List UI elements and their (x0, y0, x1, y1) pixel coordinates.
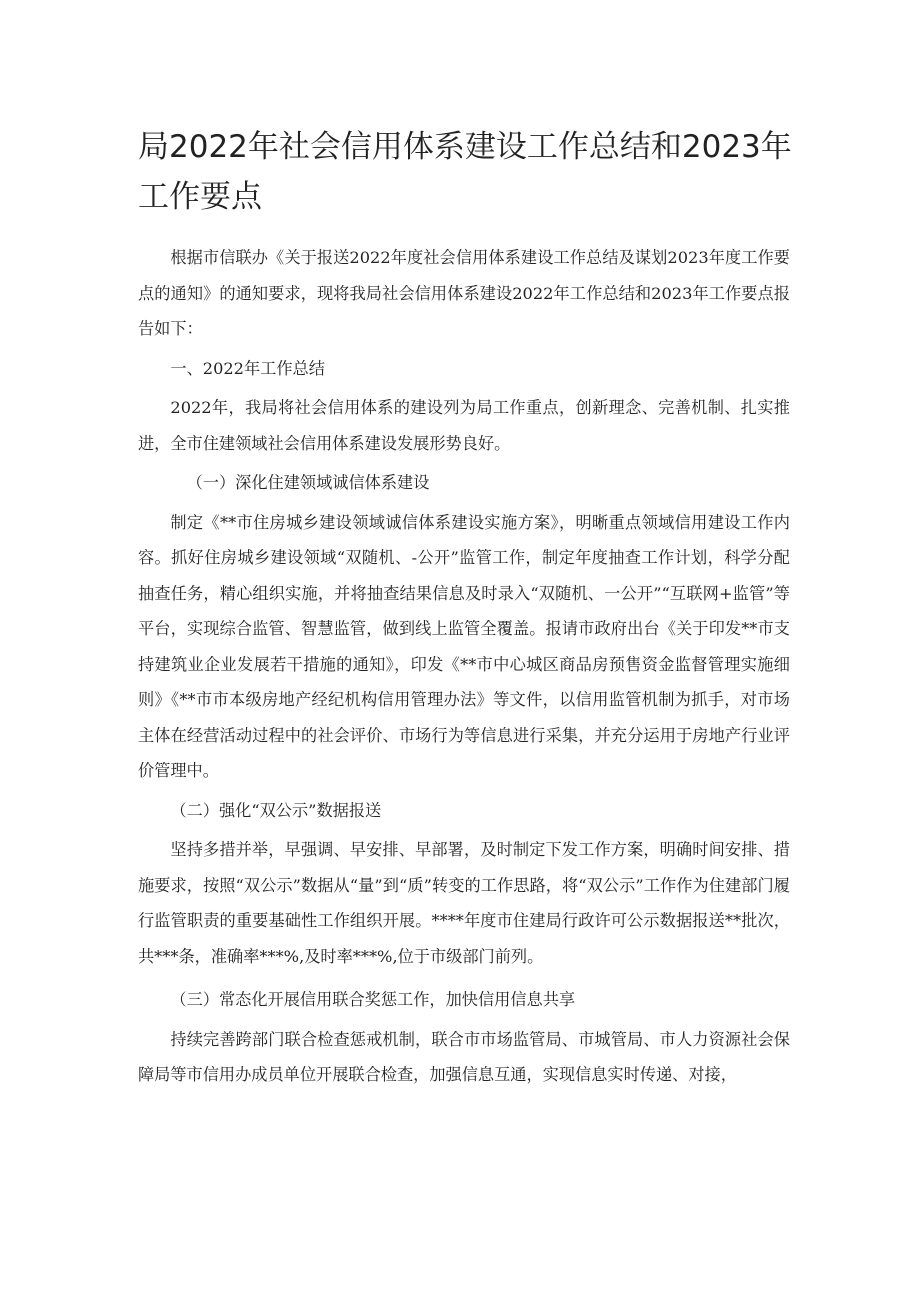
section-heading-1: 一、2022年工作总结 (170, 358, 325, 378)
subsection-heading-1: （一）深化住建领域诚信体系建设 (186, 473, 430, 492)
document-body (138, 240, 790, 1093)
document-title: 局2022年社会信用体系建设工作总结和2023年工作要点 (138, 129, 792, 215)
subsection-2-paragraph: 坚持多措并举，早强调、早安排、早部署，及时制定下发工作方案，明确时间安排、措施要求，按照“双公示”数据从“量”到“质”转变的工作思路，将“双公示”工作作为住建部门履行监管职责的重要基础性工作组织开展。****年度市住建局行政许可公示数据报送**批次，共***条，准确率***%,及时率***%,位于市级部门前列。 (138, 840, 790, 966)
summary-paragraph: 2022年，我局将社会信用体系的建设列为局工作重点，创新理念、完善机制、扎实推进，全市住建领域社会信用体系建设发展形势良好。 (138, 398, 790, 453)
subsection-heading-3: （三）常态化开展信用联合奖惩工作，加快信用信息共享 (170, 990, 576, 1009)
intro-paragraph: 根据市信联办《关于报送2022年度社会信用体系建设工作总结及谋划2023年度工作要点的通知》的通知要求，现将我局社会信用体系建设2022年工作总结和2023年工作要点报告如下： (138, 248, 790, 338)
subsection-heading-2: （二）强化“双公示”数据报送 (170, 800, 382, 820)
subsection-3-paragraph: 持续完善跨部门联合检查惩戒机制，联合市市场监管局、市城管局、市人力资源社会保障局等市信用办成员单位开展联合检查，加强信息互通，实现信息实时传递、对接， (138, 1029, 790, 1084)
subsection-1-paragraph: 制定《**市住房城乡建设领域诚信体系建设实施方案》，明晰重点领域信用建设工作内容。抓好住房城乡建设领域“双随机、-公开”监管工作，制定年度抽查工作计划，科学分配抽查任务，精心组织实施，并将抽查结果信息及时录入“双随机、一公开”“互联网+监管”等平台，实现综合监管、智慧监管，做到线上监管全覆盖。报请市政府出台《关于印发**市支持建筑业企业发展若干措施的通知》，印发《**市中心城区商品房预售资金监督管理实施细则》《**市市本级房地产经纪机构信用管理办法》等文件，以信用监管机制为抓手，对市场主体在经营活动过程中的社会评价、市场行为等信息进行采集，并充分运用于房地产行业评价管理中。 (138, 512, 790, 780)
